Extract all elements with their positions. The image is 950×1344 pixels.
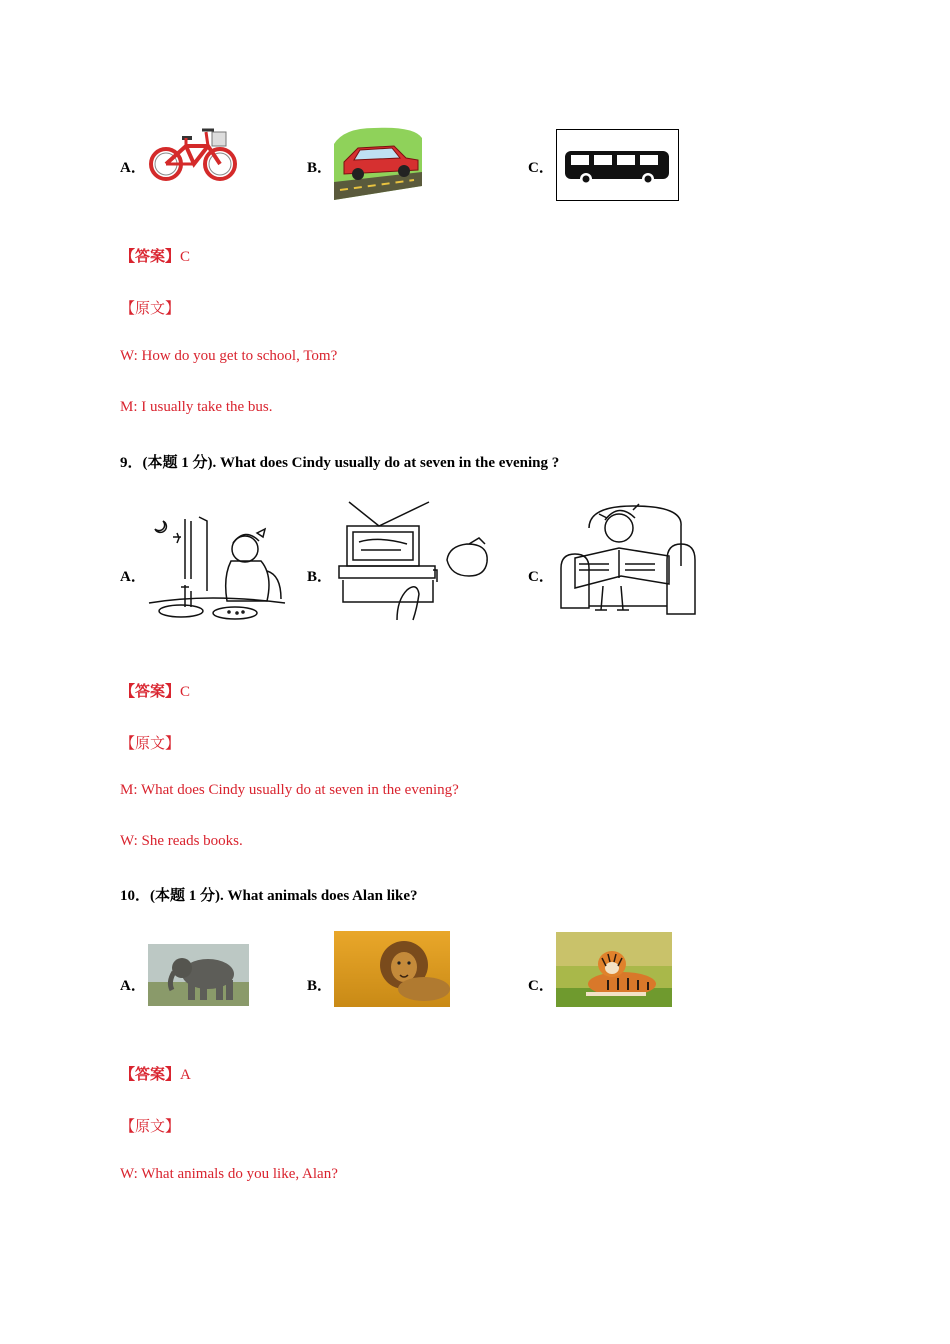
q8-option-b-label: B． — [307, 160, 333, 176]
lion-icon — [334, 931, 450, 1007]
bicycle-icon — [148, 118, 238, 184]
q8-option-a-label: A． — [120, 160, 146, 176]
q10-option-a-label: A． — [120, 978, 146, 994]
q9-option-b-label: B． — [307, 569, 333, 585]
q10-option-c-label: C． — [528, 978, 554, 994]
q8-dialogue-line-2: M: I usually take the bus. — [120, 399, 273, 415]
elephant-icon — [148, 944, 249, 1006]
q8-answer — [120, 245, 190, 266]
answer-tag: 【答案】 — [120, 1067, 181, 1083]
girl-eating-dinner-icon — [147, 515, 287, 623]
car-icon — [334, 126, 424, 202]
answer-tag: 【答案】 — [120, 249, 181, 265]
q9-question: 9．(本题 1 分). What does Cindy usually do at seven in the evening ? — [120, 455, 560, 471]
q10-script-tag: 【原文】 — [120, 1119, 181, 1135]
q9-script-tag: 【原文】 — [120, 736, 181, 752]
q9-option-a-label: A． — [120, 569, 146, 585]
q10-question: 10．(本题 1 分). What animals does Alan like? — [120, 888, 418, 904]
bus-icon — [556, 129, 679, 201]
q9-dialogue-line-1: M: What does Cindy usually do at seven in the evening? — [120, 782, 459, 798]
tiger-icon — [556, 932, 672, 1007]
answer-value: C — [180, 249, 191, 265]
girl-reading-book-icon — [559, 498, 697, 626]
q10-answer — [120, 1063, 191, 1084]
answer-value: C — [180, 684, 191, 700]
q8-option-c-label: C． — [528, 160, 554, 176]
answer-tag: 【答案】 — [120, 684, 181, 700]
answer-value: A — [180, 1067, 191, 1083]
q8-script-tag: 【原文】 — [120, 301, 181, 317]
q8-dialogue-line-1: W: How do you get to school, Tom? — [120, 348, 338, 364]
girl-watching-tv-icon — [337, 500, 503, 624]
q10-option-b-label: B． — [307, 978, 333, 994]
q9-option-c-label: C． — [528, 569, 554, 585]
q9-answer — [120, 680, 190, 701]
q9-dialogue-line-2: W: She reads books. — [120, 833, 243, 849]
q10-dialogue-line-1: W: What animals do you like, Alan? — [120, 1166, 338, 1182]
